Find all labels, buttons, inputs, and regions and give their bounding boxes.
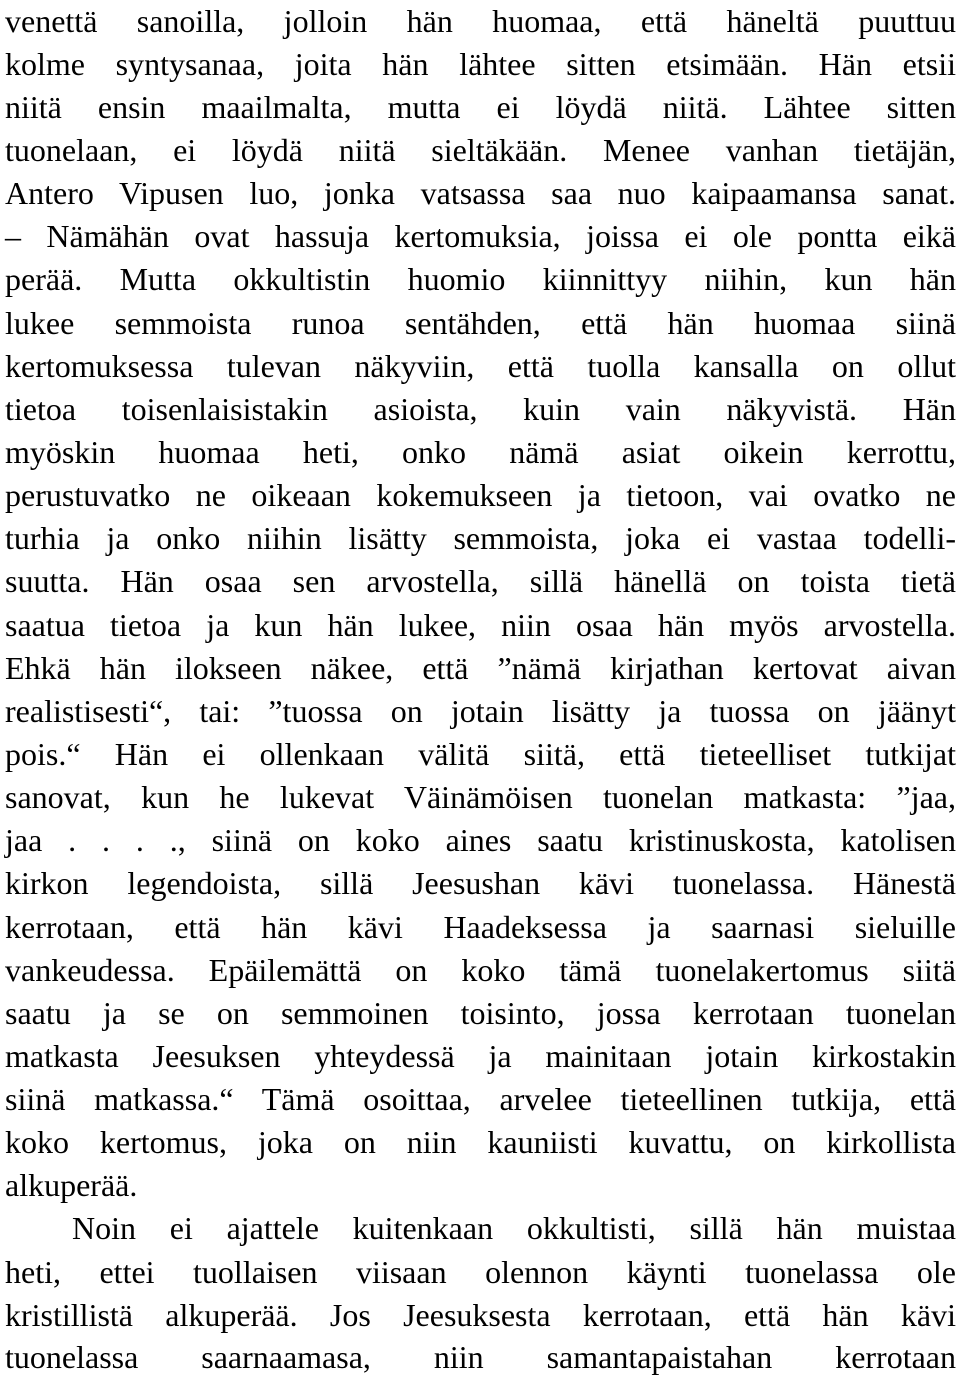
paragraph-first-line: Noin ei ajattele kuitenkaan okkultisti, sillä hän muistaa [72,1210,956,1246]
text-line: realistisesti“, tai: ”tuossa on jotain lisätty ja tuossa on jäänyt [5,693,956,729]
text-line: niitä ensin maailmalta, mutta ei löydä niitä. Lähtee sitten [5,89,956,125]
text-line: jaa . . . ., siinä on koko aines saatu kristinuskosta, katolisen [5,822,956,858]
text-line: tuonelaan, ei löydä niitä sieltäkään. Menee vanhan tietäjän, [5,132,956,168]
text-line: tietoa toisenlaisistakin asioista, kuin vain näkyvistä. Hän [5,391,956,427]
text-line: tuonelassa saarnaamasa, niin samantapaistahan kerrotaan [5,1339,956,1375]
text-line: koko kertomus, joka on niin kauniisti kuvattu, on kirkollista [5,1124,956,1160]
text-line: matkasta Jeesuksen yhteydessä ja mainitaan jotain kirkostakin [5,1038,956,1074]
text-line: alkuperää. [5,1167,138,1203]
text-line: kolme syntysanaa, joita hän lähtee sitten etsimään. Hän etsii [5,46,956,82]
text-line: saatu ja se on semmoinen toisinto, jossa kerrotaan tuonelan [5,995,956,1031]
text-line: perää. Mutta okkultistin huomio kiinnittyy niihin, kun hän [5,261,956,297]
text-line: kertomuksessa tulevan näkyviin, että tuolla kansalla on ollut [5,348,956,384]
text-line: pois.“ Hän ei ollenkaan välitä siitä, että tieteelliset tutkijat [5,736,956,772]
text-line: venettä sanoilla, jolloin hän huomaa, että häneltä puuttuu [5,3,956,39]
text-line: perustuvatko ne oikeaan kokemukseen ja tietoon, vai ovatko ne [5,477,956,513]
text-line: Ehkä hän ilokseen näkee, että ”nämä kirjathan kertovat aivan [5,650,956,686]
text-line: kristillistä alkuperää. Jos Jeesuksesta kerrotaan, että hän kävi [5,1297,956,1333]
text-line: saatua tietoa ja kun hän lukee, niin osaa hän myös arvostella. [5,607,956,643]
text-line: suutta. Hän osaa sen arvostella, sillä hänellä on toista tietä [5,563,956,599]
text-line: siinä matkassa.“ Tämä osoittaa, arvelee tieteellinen tutkija, että [5,1081,956,1117]
document-page [5,0,956,1380]
text-line: myöskin huomaa heti, onko nämä asiat oikein kerrottu, [5,434,956,470]
text-line: turhia ja onko niihin lisätty semmoista, joka ei vastaa todelli- [5,520,956,556]
text-line: kirkon legendoista, sillä Jeesushan kävi tuonelassa. Hänestä [5,865,956,901]
text-line: vankeudessa. Epäilemättä on koko tämä tuonelakertomus siitä [5,952,956,988]
text-line: kerrotaan, että hän kävi Haadeksessa ja saarnasi sieluille [5,909,956,945]
text-line: – Nämähän ovat hassuja kertomuksia, joissa ei ole pontta eikä [5,218,956,254]
text-line: sanovat, kun he lukevat Väinämöisen tuonelan matkasta: ”jaa, [5,779,956,815]
text-line: Antero Vipusen luo, jonka vatsassa saa nuo kaipaamansa sanat. [5,175,956,211]
text-line: lukee semmoista runoa sentähden, että hän huomaa siinä [5,305,956,341]
text-line: heti, ettei tuollaisen viisaan olennon käynti tuonelassa ole [5,1254,956,1290]
